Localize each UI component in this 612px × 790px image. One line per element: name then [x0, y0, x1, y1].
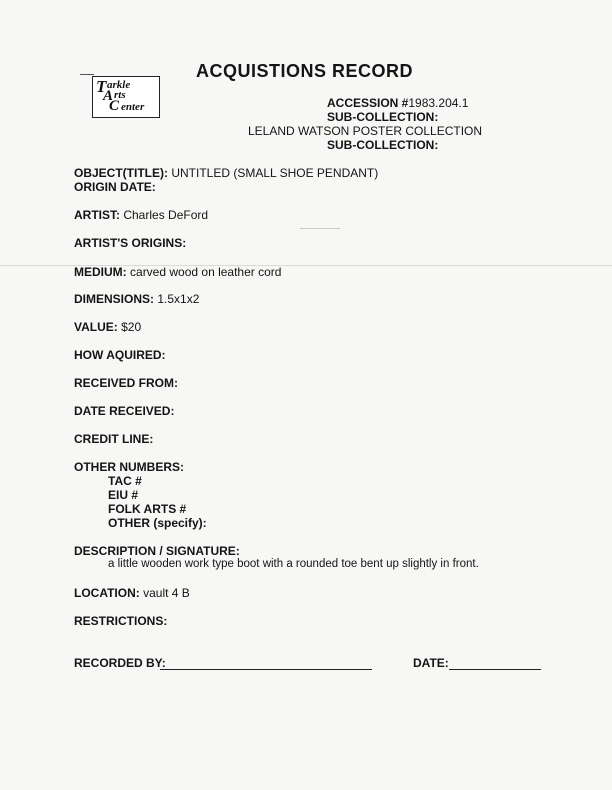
object-title-label: OBJECT(TITLE):: [74, 166, 168, 180]
restrictions-label: RESTRICTIONS:: [74, 614, 168, 628]
value-label: VALUE:: [74, 320, 118, 334]
location-row: [74, 586, 190, 600]
logo-line-3: enter: [121, 101, 145, 113]
scan-artifact: [300, 228, 340, 229]
location-label: LOCATION:: [74, 586, 140, 600]
artist-origins-label: ARTIST'S ORIGINS:: [74, 236, 187, 250]
scan-artifact: [80, 74, 94, 75]
medium-row: [74, 265, 281, 279]
logo-line-1: arkle: [107, 79, 131, 91]
recorded-by-line: [160, 656, 372, 670]
eiu-number-label: EIU #: [108, 488, 139, 502]
logo-cap-c: C: [109, 98, 120, 114]
artist-row: [74, 208, 208, 222]
description-value: a little wooden work type boot with a rounded toe bent up slightly in front.: [108, 558, 479, 570]
object-title-value: UNTITLED (SMALL SHOE PENDANT): [171, 166, 379, 180]
value-value: $20: [121, 320, 142, 334]
tarkle-arts-center-logo: [92, 76, 160, 118]
description-signature-label: DESCRIPTION / SIGNATURE:: [74, 544, 240, 558]
accession-label: ACCESSION #: [327, 96, 409, 110]
date-label: DATE:: [413, 656, 449, 670]
object-title-row: [74, 166, 378, 180]
other-numbers-label: OTHER NUMBERS:: [74, 460, 184, 474]
accession-value: 1983.204.1: [408, 96, 469, 110]
received-from-label: RECEIVED FROM:: [74, 376, 179, 390]
logo-cap-t: T: [96, 77, 107, 96]
date-received-label: DATE RECEIVED:: [74, 404, 175, 418]
medium-label: MEDIUM:: [74, 265, 127, 279]
tac-number-label: TAC #: [108, 474, 142, 488]
location-value: vault 4 B: [143, 586, 190, 600]
value-row: [74, 320, 141, 334]
logo-cap-a: A: [103, 88, 114, 104]
dimensions-label: DIMENSIONS:: [74, 292, 155, 306]
artist-label: ARTIST:: [74, 208, 120, 222]
folk-arts-number-label: FOLK ARTS #: [108, 502, 187, 516]
dimensions-row: [74, 292, 199, 306]
medium-value: carved wood on leather cord: [130, 265, 282, 279]
origin-date-label: ORIGIN DATE:: [74, 180, 156, 194]
sub-collection-label-1: SUB-COLLECTION:: [327, 110, 439, 124]
credit-line-label: CREDIT LINE:: [74, 432, 154, 446]
page-title: ACQUISTIONS RECORD: [196, 61, 414, 81]
dimensions-value: 1.5x1x2: [157, 292, 200, 306]
accession-row: [327, 96, 468, 110]
logo-line-2: rts: [114, 89, 126, 101]
how-acquired-label: HOW AQUIRED:: [74, 348, 166, 362]
artist-value: Charles DeFord: [123, 208, 209, 222]
other-specify-label: OTHER (specify):: [108, 516, 207, 530]
date-line: [449, 656, 541, 670]
recorded-by-label: RECORDED BY:: [74, 656, 166, 670]
sub-collection-label-2: SUB-COLLECTION:: [327, 138, 439, 152]
sub-collection-value: LELAND WATSON POSTER COLLECTION: [248, 124, 483, 138]
